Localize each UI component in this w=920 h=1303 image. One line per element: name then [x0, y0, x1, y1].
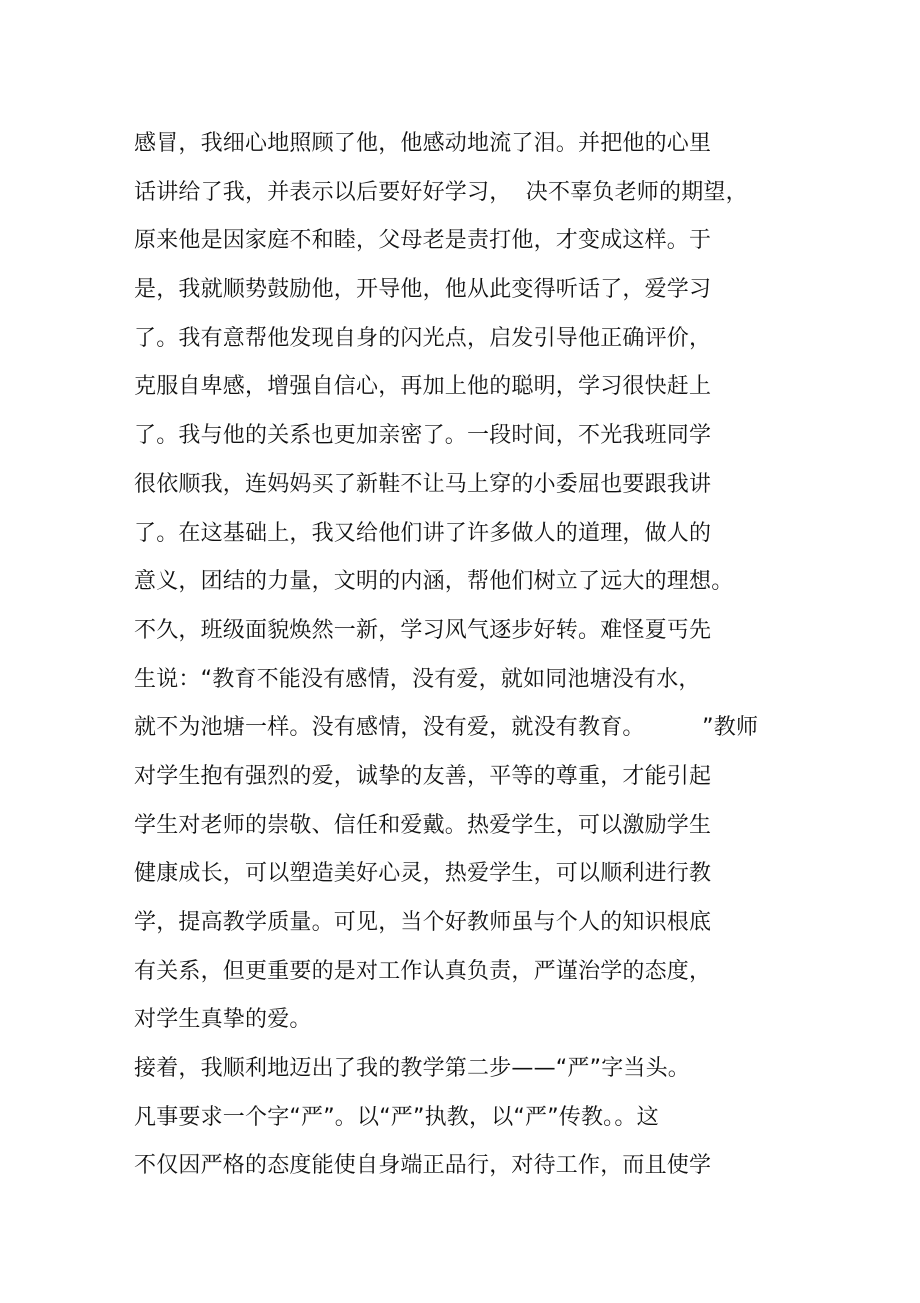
text-line: 不仅因严格的态度能使自身端正品行，对待工作，而且使学 [134, 1153, 712, 1179]
text-line: 学，提高教学质量。可见，当个好教师虽与个人的知识根底 [134, 910, 712, 935]
text-line: 了。我有意帮他发现自身的闪光点，启发引导他正确评价， [134, 325, 712, 351]
text-line: 了。我与他的关系也更加亲密了。一段时间，不光我班同学 [134, 423, 712, 449]
text-line: 凡事要求一个字“严”。以“严”执教，以“严”传教。。这 [134, 1104, 659, 1130]
text-line: 健康成长，可以塑造美好心灵，热爱学生，可以顺利进行教 [134, 861, 712, 887]
text-line: 感冒，我细心地照顾了他，他感动地流了泪。并把他的心里 [134, 131, 712, 156]
text-line: 很依顺我，连妈妈买了新鞋不让马上穿的小委屈也要跟我讲 [134, 471, 712, 497]
text-line: 学生对老师的崇敬、信任和爱戴。热爱学生，可以激励学生 [134, 812, 712, 838]
text-line: 就不为池塘一样。没有感情，没有爱，就没有教育。 ”教师 [134, 715, 759, 741]
text-line: 意义，团结的力量，文明的内涵，帮他们树立了远大的理想。 [134, 569, 734, 595]
text-line: 对学生真挚的爱。 [134, 1007, 312, 1033]
text-line: 对学生抱有强烈的爱，诚挚的友善，平等的尊重，才能引起 [134, 763, 712, 789]
text-line: 不久，班级面貌焕然一新，学习风气逐步好转。难怪夏丐先 [134, 617, 712, 643]
text-line: 克服自卑感，增强自信心，再加上他的聪明，学习很快赶上 [134, 374, 712, 400]
text-line: 接着，我顺利地迈出了我的教学第二步——“严”字当头。 [134, 1056, 690, 1082]
text-line: 生说：“教育不能没有感情，没有爱，就如同池塘没有水， [134, 666, 701, 692]
text-line: 了。在这基础上，我又给他们讲了许多做人的道理，做人的 [134, 520, 712, 546]
text-line: 原来他是因家庭不和睦，父母老是责打他，才变成这样。于 [134, 228, 712, 254]
text-line: 话讲给了我，并表示以后要好好学习， 决不辜负老师的期望， [134, 179, 748, 205]
text-line: 有关系，但更重要的是对工作认真负责，严谨治学的态度， [134, 958, 712, 984]
body-text [134, 120, 834, 1191]
text-line: 是，我就顺势鼓励他，开导他，他从此变得听话了，爱学习 [134, 277, 712, 303]
